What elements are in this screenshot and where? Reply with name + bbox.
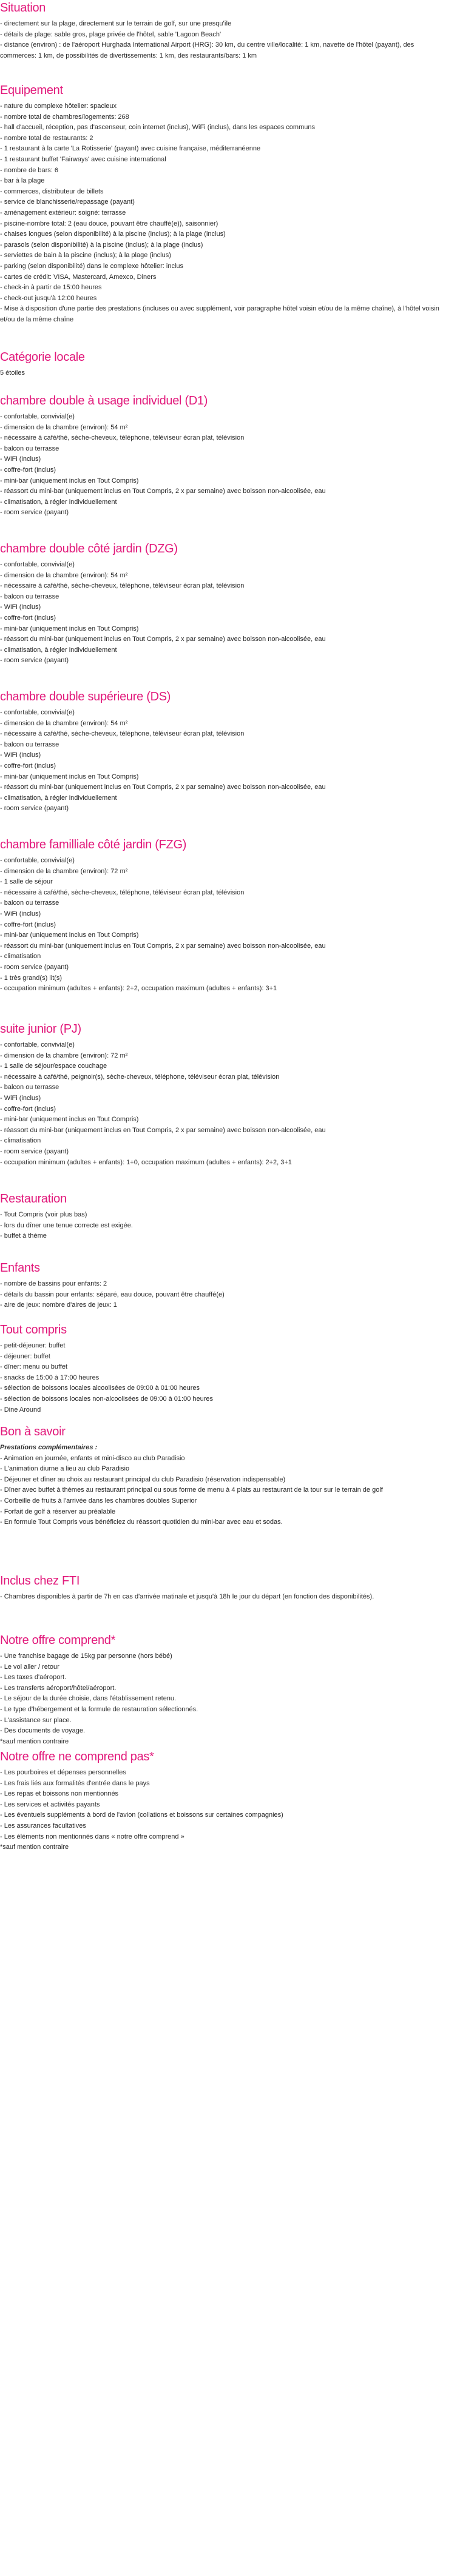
section-subtitle: Prestations complémentaires : (0, 1444, 98, 1451)
list-item: - commerces, distributeur de billets (0, 187, 104, 195)
list-item: - lors du dîner une tenue correcte est exigée. (0, 1221, 133, 1229)
list-item: - check-in à partir de 15:00 heures (0, 284, 102, 292)
list-item: - confortable, convivial(e) (0, 413, 75, 420)
list-item: - Le type d'hébergement et la formule de restauration sélectionnés. (0, 1705, 198, 1713)
section-offrenecomprend (0, 1750, 450, 1853)
list-item: - Tout Compris (voir plus bas) (0, 1211, 87, 1218)
list-item: *sauf mention contraire (0, 1843, 69, 1851)
list-item: - Les services et activités payants (0, 1800, 100, 1808)
list-item: - Le vol aller / retour (0, 1663, 59, 1671)
list-item: 5 étoiles (0, 369, 25, 377)
list-item: - Les éventuels suppléments à bord de l'avion (collations et boissons sur certaines compagnies) (0, 1811, 283, 1819)
list-item: - nature du complexe hôtelier: spacieux (0, 102, 117, 110)
list-item: - confortable, convivial(e) (0, 857, 75, 864)
list-item: - room service (payant) (0, 657, 69, 665)
list-item: - Animation en journée, enfants et mini-disco au club Paradisio (0, 1454, 185, 1462)
list-item: - nécessaire à café/thé, peignoir(s), sèche-cheveux, téléphone, téléviseur écran plat, télévision (0, 1073, 280, 1081)
list-item: - directement sur la plage, directement sur le terrain de golf, sur une presqu'île (0, 20, 232, 27)
list-item: - nécessaire à café/thé, sèche-cheveux, téléphone, téléviseur écran plat, télévision (0, 730, 245, 738)
section-toutcompris (0, 1323, 450, 1415)
section-pj (0, 1022, 450, 1168)
list-item: - Dine Around (0, 1406, 41, 1414)
list-item: - check-out jusqu'à 12:00 heures (0, 294, 97, 302)
section-title: Bon à savoir (0, 1425, 66, 1438)
list-item: *sauf mention contraire (0, 1737, 69, 1745)
list-item: - room service (payant) (0, 963, 69, 971)
section-equipement (0, 84, 450, 325)
list-item: - Corbeille de fruits à l'arrivée dans les chambres doubles Superior (0, 1497, 197, 1504)
list-item: - hall d'accueil, réception, pas d'ascenseur, coin internet (inclus), WiFi (inclus), dans les espaces communs (0, 124, 315, 132)
list-item: - dimension de la chambre (environ): 72 m² (0, 867, 128, 875)
list-item: - balcon ou terrasse (0, 899, 59, 907)
section-offrecomprend (0, 1634, 450, 1747)
list-item: - réassort du mini-bar (uniquement inclus en Tout Compris, 2 x par semaine) avec boisson non-alcoolisée, eau (0, 488, 326, 495)
section-enfants (0, 1261, 450, 1311)
list-item: - Les éléments non mentionnés dans « notre offre comprend » (0, 1833, 184, 1840)
list-item: - Les frais liés aux formalités d'entrée dans le pays (0, 1779, 150, 1787)
list-item: - nécessaire à café/thé, sèche-cheveux, téléphone, téléviseur écran plat, télévision (0, 582, 245, 590)
section-title: Notre offre ne comprend pas* (0, 1750, 154, 1763)
list-item: - serviettes de bain à la piscine (inclus); à la plage (inclus) (0, 252, 171, 260)
list-item: - balcon ou terrasse (0, 1084, 59, 1092)
list-item: - dimension de la chambre (environ): 54 m² (0, 571, 128, 579)
section-situation (0, 1, 450, 61)
list-item: - balcon ou terrasse (0, 444, 59, 452)
list-item: - réassort du mini-bar (uniquement inclus en Tout Compris, 2 x par semaine) avec boisson non-alcoolisée, eau (0, 942, 326, 950)
section-restauration (0, 1192, 450, 1242)
list-item: - cartes de crédit: VISA, Mastercard, Amexco, Diners (0, 273, 157, 281)
list-item: - coffre-fort (inclus) (0, 466, 56, 474)
list-item: - nombre de bars: 6 (0, 166, 58, 174)
list-item: - L'assistance sur place. (0, 1716, 72, 1724)
list-item: - parking (selon disponibilité) dans le complexe hôtelier: inclus (0, 262, 184, 270)
list-item: - piscine-nombre total: 2 (eau douce, pouvant être chauffé(e)), saisonnier) (0, 220, 218, 227)
list-item: - Déjeuner et dîner au choix au restaurant principal du club Paradisio (réservation indispensable) (0, 1475, 286, 1483)
list-item: - service de blanchisserie/repassage (payant) (0, 198, 135, 206)
list-item: - petit-déjeuner: buffet (0, 1342, 66, 1349)
list-item: - réassort du mini-bar (uniquement inclus en Tout Compris, 2 x par semaine) avec boisson non-alcoolisée, eau (0, 1126, 326, 1134)
section-fzg (0, 838, 450, 995)
section-title: Equipement (0, 84, 63, 97)
list-item: - room service (payant) (0, 1147, 69, 1155)
list-item: - détails du bassin pour enfants: séparé, eau douce, pouvant être chauffé(e) (0, 1290, 225, 1298)
section-title: Situation (0, 1, 46, 15)
section-title: chambre double à usage individuel (D1) (0, 394, 208, 408)
list-item: - bar à la plage (0, 177, 45, 185)
list-item: - occupation minimum (adultes + enfants): 2+2, occupation maximum (adultes + enfants): 3+1 (0, 985, 277, 993)
section-inclusfti (0, 1574, 450, 1603)
list-item: - coffre-fort (inclus) (0, 762, 56, 770)
list-item: - 1 restaurant buffet 'Fairways' avec cuisine international (0, 155, 166, 163)
list-item: - WiFi (inclus) (0, 751, 41, 759)
list-item: - coffre-fort (inclus) (0, 614, 56, 622)
list-item: - 1 salle de séjour/espace couchage (0, 1062, 107, 1070)
list-item: - coffre-fort (inclus) (0, 921, 56, 928)
list-item: - WiFi (inclus) (0, 1094, 41, 1102)
list-item: - aire de jeux: nombre d'aires de jeux: 1 (0, 1301, 117, 1309)
list-item: - WiFi (inclus) (0, 603, 41, 611)
section-title: chambre double côté jardin (DZG) (0, 542, 178, 555)
list-item: - réassort du mini-bar (uniquement inclus en Tout Compris, 2 x par semaine) avec boisson non-alcoolisée, eau (0, 636, 326, 643)
list-item: - climatisation (0, 1137, 41, 1145)
list-item: - Les assurances facultatives (0, 1822, 86, 1830)
list-item: - climatisation, à régler individuellement (0, 794, 117, 802)
list-item: - 1 salle de séjour (0, 878, 53, 886)
section-d1 (0, 394, 450, 518)
list-item: - L'animation diurne a lieu au club Paradisio (0, 1465, 130, 1473)
list-item: - dimension de la chambre (environ): 72 m² (0, 1052, 128, 1059)
list-item: - Forfait de golf à réserver au préalable (0, 1508, 116, 1515)
list-item: - snacks de 15:00 à 17:00 heures (0, 1374, 100, 1381)
list-item: - Dîner avec buffet à thèmes au restaurant principal ou sous forme de menu à 4 plats au restaurant de la tour sur le terrain de golf (0, 1486, 383, 1494)
section-title: chambre double supérieure (DS) (0, 690, 171, 703)
list-item: - Les transferts aéroport/hôtel/aéroport. (0, 1684, 117, 1692)
list-item: - détails de plage: sable gros, plage privée de l'hôtel, sable 'Lagoon Beach' (0, 30, 222, 38)
section-title: Catégorie locale (0, 351, 85, 364)
list-item: - Les pourboires et dépenses personnelles (0, 1769, 126, 1776)
list-item: - Les repas et boissons non mentionnés (0, 1790, 119, 1798)
section-title: Tout compris (0, 1323, 67, 1337)
list-item: - Les taxes d'aéroport. (0, 1674, 67, 1682)
list-item: - chaises longues (selon disponibilité) à la piscine (inclus); à la plage (inclus) (0, 230, 226, 238)
list-item: - coffre-fort (inclus) (0, 1105, 56, 1113)
list-item: - mini-bar (uniquement inclus en Tout Compris) (0, 1116, 139, 1124)
section-bonasavoir (0, 1425, 450, 1528)
list-item: - En formule Tout Compris vous bénéficiez du réassort quotidien du mini-bar avec eau et sodas. (0, 1518, 283, 1526)
list-item: - WiFi (inclus) (0, 910, 41, 917)
list-item: - déjeuner: buffet (0, 1352, 50, 1360)
list-item: - Le séjour de la durée choisie, dans l'établissement retenu. (0, 1695, 177, 1703)
list-item: - mini-bar (uniquement inclus en Tout Compris) (0, 477, 139, 485)
list-item: - mini-bar (uniquement inclus en Tout Compris) (0, 625, 139, 632)
list-item: - room service (payant) (0, 805, 69, 813)
list-item: - balcon ou terrasse (0, 592, 59, 600)
list-item: - occupation minimum (adultes + enfants): 1+0, occupation maximum (adultes + enfants): 2+2, 3+1 (0, 1158, 292, 1166)
list-item: - confortable, convivial(e) (0, 1041, 75, 1048)
list-item: - confortable, convivial(e) (0, 709, 75, 716)
list-item: - buffet à thème (0, 1232, 47, 1240)
list-item: - Chambres disponibles à partir de 7h en cas d'arrivée matinale et jusqu'à 18h le jour du départ (en fonction des disponibilités). (0, 1593, 374, 1600)
list-item: - mini-bar (uniquement inclus en Tout Compris) (0, 773, 139, 780)
list-item: - WiFi (inclus) (0, 455, 41, 463)
list-item: - Des documents de voyage. (0, 1727, 86, 1735)
list-item: - dimension de la chambre (environ): 54 m² (0, 719, 128, 727)
list-item: - dimension de la chambre (environ): 54 m² (0, 423, 128, 431)
list-item: - climatisation, à régler individuellement (0, 646, 117, 654)
list-item: - balcon ou terrasse (0, 740, 59, 748)
list-item: - climatisation (0, 953, 41, 961)
section-title: Enfants (0, 1261, 40, 1275)
list-item: - mini-bar (uniquement inclus en Tout Compris) (0, 931, 139, 939)
list-item: - nombre total de chambres/logements: 268 (0, 113, 129, 121)
list-item: - aménagement extérieur: soigné: terrasse (0, 209, 126, 216)
list-item: - nécessaire à café/thé, sèche-cheveux, téléphone, téléviseur écran plat, télévision (0, 888, 245, 896)
list-item: - distance (environ) : de l'aéroport Hurghada International Airport (HRG): 30 km, du centre ville/localité: 1 km, navette de l'hôtel (payant), des commerces: 1 km, de possibilités de divertissements: 1 km, des restaurants/bars: 1 km (0, 41, 414, 59)
list-item: - sélection de boissons locales alcoolisées de 09:00 à 01:00 heures (0, 1384, 200, 1392)
list-item: - Mise à disposition d'une partie des prestations (incluses ou avec supplément, voir paragraphe hôtel voisin et/ou de la même chaîne), à l'hôtel voisin et/ou de la même chaîne (0, 305, 439, 323)
list-item: - réassort du mini-bar (uniquement inclus en Tout Compris, 2 x par semaine) avec boisson non-alcoolisée, eau (0, 783, 326, 791)
list-item: - dîner: menu ou buffet (0, 1363, 68, 1371)
list-item: - nombre total de restaurants: 2 (0, 134, 93, 142)
section-title: Inclus chez FTI (0, 1574, 80, 1588)
list-item: - confortable, convivial(e) (0, 561, 75, 568)
section-categorie (0, 351, 450, 379)
section-title: Notre offre comprend* (0, 1634, 116, 1647)
list-item: - parasols (selon disponibilité) à la piscine (inclus); à la plage (inclus) (0, 241, 203, 249)
section-dzg (0, 542, 450, 666)
section-title: suite junior (PJ) (0, 1022, 81, 1036)
list-item: - sélection de boissons locales non-alcoolisées de 09:00 à 01:00 heures (0, 1395, 214, 1403)
section-title: Restauration (0, 1192, 67, 1206)
list-item: - nombre de bassins pour enfants: 2 (0, 1280, 107, 1287)
list-item: - 1 très grand(s) lit(s) (0, 974, 63, 982)
list-item: - Une franchise bagage de 15kg par personne (hors bébé) (0, 1652, 172, 1660)
list-item: - climatisation, à régler individuellement (0, 498, 117, 506)
section-ds (0, 690, 450, 814)
list-item: - nécessaire à café/thé, sèche-cheveux, téléphone, téléviseur écran plat, télévision (0, 434, 245, 442)
list-item: - 1 restaurant à la carte 'La Rotisserie' (payant) avec cuisine française, méditerranéenne (0, 145, 261, 153)
list-item: - room service (payant) (0, 509, 69, 517)
section-title: chambre familliale côté jardin (FZG) (0, 838, 187, 851)
